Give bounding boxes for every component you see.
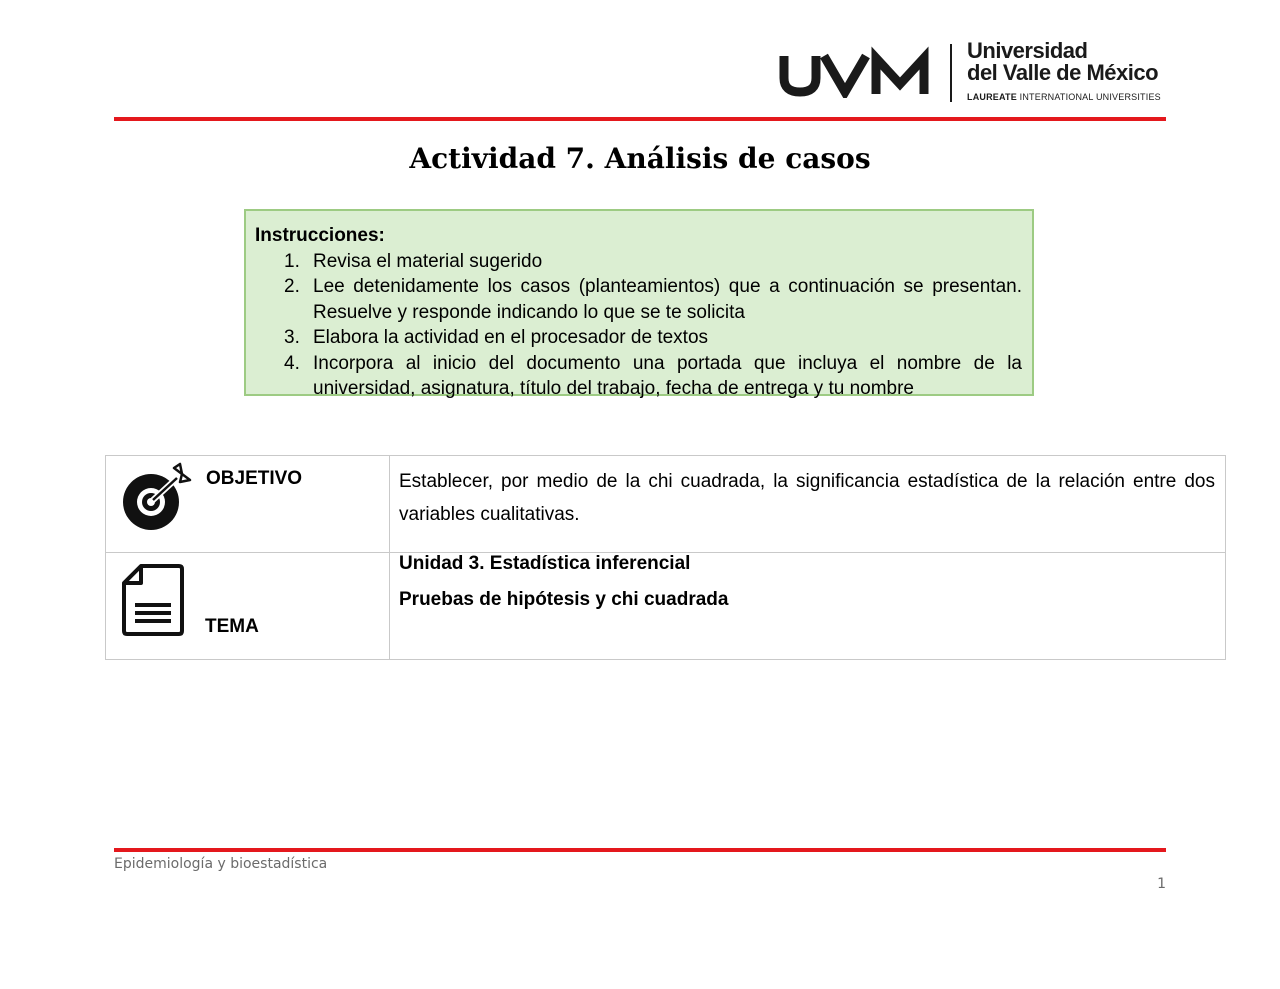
list-item-number: 1. xyxy=(284,250,300,272)
objetivo-label-cell xyxy=(106,456,390,553)
list-item-number: 2. xyxy=(284,276,300,297)
logo-tagline xyxy=(967,92,1161,102)
logo-tag-bold: LAUREATE xyxy=(967,92,1017,102)
logo-line-2: del Valle de México xyxy=(967,60,1159,85)
header-rule xyxy=(114,117,1166,121)
uvm-logo xyxy=(778,40,1168,106)
activity-info-table xyxy=(105,455,1226,660)
logo-tag-rest: INTERNATIONAL UNIVERSITIES xyxy=(1019,92,1161,102)
page-title: Actividad 7. Análisis de casos xyxy=(409,142,871,175)
objetivo-label: OBJETIVO xyxy=(206,468,303,489)
tema-topic: Pruebas de hipótesis y chi cuadrada xyxy=(399,589,729,610)
uvm-logo-mark xyxy=(778,46,936,98)
list-item xyxy=(255,351,1022,402)
logo-wordmark xyxy=(967,40,1161,102)
list-item-text: Revisa el material sugerido xyxy=(313,250,543,272)
instructions-list xyxy=(255,249,1022,402)
footer-course: Epidemiología y bioestadística xyxy=(114,856,328,872)
instructions-box xyxy=(244,209,1034,399)
list-item xyxy=(255,274,1022,325)
page-number: 1 xyxy=(1157,876,1166,892)
tema-unit: Unidad 3. Estadística inferencial xyxy=(399,553,691,574)
tema-label-cell xyxy=(106,553,390,660)
table-row-objetivo xyxy=(106,456,1226,553)
logo-line-1: Universidad xyxy=(967,38,1088,63)
objetivo-content-cell xyxy=(390,456,1226,553)
logo-separator xyxy=(950,44,952,102)
objetivo-text: Establecer, por medio de la chi cuadrada, la significancia estadística de la relación entre dos variables cualitativas. xyxy=(399,471,1215,525)
list-item-text: Lee detenidamente los casos (planteamientos) que a continuación se presentan. Resuelve y responde indicando lo que se te solicita xyxy=(313,276,1022,323)
list-item-number: 3. xyxy=(284,327,300,348)
list-item-text: Elabora la actividad en el procesador de textos xyxy=(313,327,709,348)
footer-rule xyxy=(114,848,1166,852)
list-item xyxy=(255,325,1022,351)
table-row-tema xyxy=(106,553,1226,660)
document-icon xyxy=(121,563,185,637)
tema-content-cell xyxy=(390,553,1226,660)
list-item xyxy=(255,249,1022,275)
tema-label: TEMA xyxy=(205,616,259,637)
list-item-text: Incorpora al inicio del documento una portada que incluya el nombre de la universidad, asignatura, título del trabajo, fecha de entrega y tu nombre xyxy=(313,352,1022,399)
instructions-heading: Instrucciones: xyxy=(255,225,385,246)
tema-text xyxy=(390,553,1225,611)
list-item-number: 4. xyxy=(284,352,300,374)
target-arrow-icon xyxy=(120,462,192,532)
